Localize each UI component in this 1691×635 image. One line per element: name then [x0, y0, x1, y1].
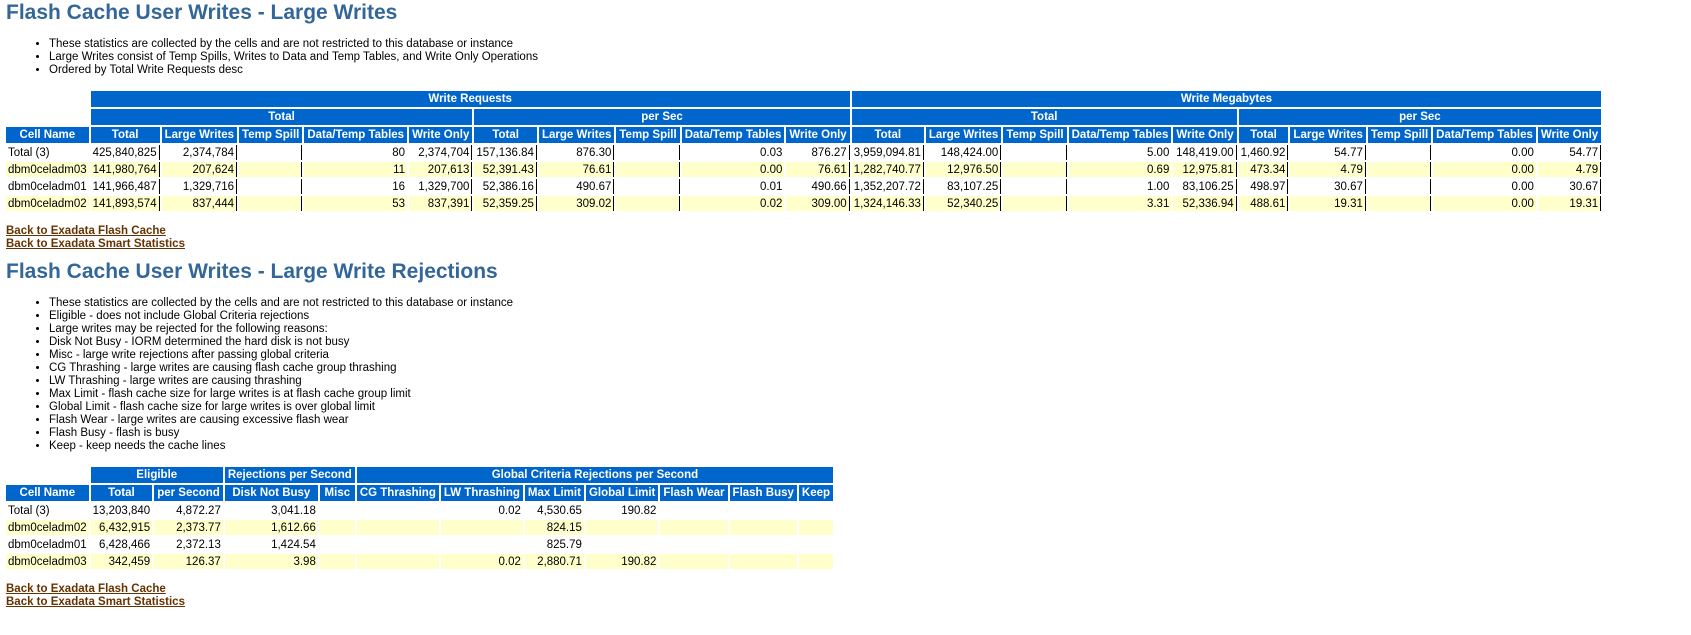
- table-row: [6, 554, 833, 569]
- table-cell: [1003, 196, 1066, 211]
- column-header: Temp Spill: [239, 127, 302, 143]
- table-cell: 876.30: [539, 145, 614, 160]
- table-cell: 1,324,146.33: [852, 196, 924, 211]
- table-cell: [616, 162, 679, 177]
- table-row: [6, 162, 1601, 177]
- column-header: Cell Name: [6, 485, 89, 501]
- note-item: • These statistics are collected by the cells and are not restricted to this database or instance: [49, 297, 1685, 310]
- table-cell: [660, 537, 727, 552]
- note-item: • Misc - large write rejections after passing global criteria: [49, 349, 1685, 362]
- group-header-global-criteria: Global Criteria Rejections per Second: [357, 467, 833, 483]
- group-header-write-megabytes: Write Megabytes: [852, 91, 1601, 107]
- table-cell: 54.77: [1290, 145, 1365, 160]
- table-cell: 76.61: [539, 162, 614, 177]
- table-cell: 190.82: [586, 554, 658, 569]
- table-cell: 309.00: [786, 196, 849, 211]
- table-cell: 19.31: [1538, 196, 1601, 211]
- table-cell: 0.00: [1433, 179, 1536, 194]
- large-writes-notes: [6, 38, 1685, 77]
- table-cell: 83,106.25: [1173, 179, 1236, 194]
- nav-links-2: [6, 583, 1685, 609]
- table-cell: [660, 554, 727, 569]
- table-cell: 11: [304, 162, 407, 177]
- large-writes-table: [4, 89, 1603, 213]
- table-cell: 0.02: [441, 503, 523, 518]
- column-header: LW Thrashing: [441, 485, 523, 501]
- table-cell: 0.00: [1433, 145, 1536, 160]
- table-cell: 1,460.92: [1239, 145, 1289, 160]
- column-header: Temp Spill: [1003, 127, 1066, 143]
- table-cell: [616, 145, 679, 160]
- cell-name: dbm0celadm01: [8, 180, 87, 193]
- note-item: • CG Thrashing - large writes are causing flash cache group thrashing: [49, 362, 1685, 375]
- table-cell: [320, 520, 355, 535]
- note-item: • Global Limit - flash cache size for large writes is over global limit: [49, 401, 1685, 414]
- table-cell: 425,840,825: [91, 145, 160, 160]
- back-to-flash-cache-link[interactable]: Back to Exadata Flash Cache: [6, 225, 166, 237]
- table-cell: 0.00: [1433, 196, 1536, 211]
- section-title-large-writes: Flash Cache User Writes - Large Writes: [6, 1, 398, 24]
- column-header: Keep: [799, 485, 833, 501]
- table-cell: [730, 537, 797, 552]
- table-cell: 488.61: [1239, 196, 1289, 211]
- note-item: • Flash Busy - flash is busy: [49, 427, 1685, 440]
- table-cell: 148,419.00: [1173, 145, 1236, 160]
- column-header: Write Only: [786, 127, 849, 143]
- table-cell: 4,530.65: [525, 503, 584, 518]
- table-cell: 3,959,094.81: [852, 145, 924, 160]
- note-item: • Ordered by Total Write Requests desc: [49, 64, 1685, 77]
- table-cell: 30.67: [1290, 179, 1365, 194]
- table-row: [6, 537, 833, 552]
- column-header: Large Writes: [1290, 127, 1365, 143]
- column-header: Total: [1239, 127, 1289, 143]
- table-cell: 2,374,784: [162, 145, 237, 160]
- column-header: Write Only: [1173, 127, 1236, 143]
- table-cell: 837,444: [162, 196, 237, 211]
- column-header: Misc: [320, 485, 355, 501]
- sub-header-requests-total: Total: [91, 109, 473, 125]
- group-header-eligible: Eligible: [91, 467, 223, 483]
- nav-links-1: [6, 225, 1685, 251]
- table-cell: [660, 503, 727, 518]
- column-header: Data/Temp Tables: [682, 127, 785, 143]
- table-cell: 19.31: [1290, 196, 1365, 211]
- note-item: • Max Limit - flash cache size for large writes is at flash cache group limit: [49, 388, 1685, 401]
- table-cell: 824.15: [525, 520, 584, 535]
- back-to-smart-statistics-link[interactable]: Back to Exadata Smart Statistics: [6, 238, 185, 250]
- back-to-flash-cache-link[interactable]: Back to Exadata Flash Cache: [6, 583, 166, 595]
- table-cell: [320, 503, 355, 518]
- table-cell: 876.27: [786, 145, 849, 160]
- note-item: • Disk Not Busy - IORM determined the hard disk is not busy: [49, 336, 1685, 349]
- table-cell: 12,975.81: [1173, 162, 1236, 177]
- table-cell: 5.00: [1069, 145, 1172, 160]
- table-cell: 0.02: [682, 196, 785, 211]
- column-header: Data/Temp Tables: [1433, 127, 1536, 143]
- table-cell: 148,424.00: [926, 145, 1001, 160]
- table-cell: 4,872.27: [154, 503, 223, 518]
- table-cell: 53: [304, 196, 407, 211]
- column-header: Temp Spill: [1368, 127, 1431, 143]
- table-cell: [586, 537, 658, 552]
- table-row: [6, 196, 1601, 211]
- column-header: Global Limit: [586, 485, 658, 501]
- table-cell: 52,359.25: [474, 196, 537, 211]
- table-cell: 1,329,716: [162, 179, 237, 194]
- table-cell: 0.69: [1069, 162, 1172, 177]
- note-item: • Flash Wear - large writes are causing excessive flash wear: [49, 414, 1685, 427]
- table-cell: 141,893,574: [91, 196, 160, 211]
- table-cell: [799, 520, 833, 535]
- column-header: Max Limit: [525, 485, 584, 501]
- note-item: • Keep - keep needs the cache lines: [49, 440, 1685, 453]
- table-cell: [239, 179, 302, 194]
- table-cell: 490.67: [539, 179, 614, 194]
- table-cell: 141,980,764: [91, 162, 160, 177]
- table-cell: [730, 554, 797, 569]
- table-cell: 0.00: [682, 162, 785, 177]
- table-cell: [660, 520, 727, 535]
- cell-name: Total (3): [6, 503, 89, 518]
- table-cell: [1368, 179, 1431, 194]
- sub-header-requests-per-sec: per Sec: [474, 109, 849, 125]
- column-header: per Second: [154, 485, 223, 501]
- table-cell: 52,336.94: [1173, 196, 1236, 211]
- table-cell: [441, 537, 523, 552]
- table-cell: [799, 503, 833, 518]
- table-cell: [357, 520, 439, 535]
- column-header: Write Only: [409, 127, 472, 143]
- column-header: Total: [474, 127, 537, 143]
- cell-name: dbm0celadm03: [8, 163, 87, 176]
- back-to-smart-statistics-link[interactable]: Back to Exadata Smart Statistics: [6, 596, 185, 608]
- table-cell: [357, 554, 439, 569]
- column-header: Temp Spill: [616, 127, 679, 143]
- cell-name: dbm0celadm02: [8, 521, 87, 534]
- note-item: • Large Writes consist of Temp Spills, Writes to Data and Temp Tables, and Write Only Operations: [49, 51, 1685, 64]
- cell-name: dbm0celadm01: [8, 538, 87, 551]
- table-cell: [1368, 162, 1431, 177]
- table-cell: [616, 196, 679, 211]
- table-row: [6, 520, 833, 535]
- table-row: [6, 145, 1601, 160]
- table-cell: [239, 145, 302, 160]
- table-cell: 3.31: [1069, 196, 1172, 211]
- column-header: Data/Temp Tables: [304, 127, 407, 143]
- table-cell: 207,613: [409, 162, 472, 177]
- table-cell: [239, 196, 302, 211]
- table-cell: 141,966,487: [91, 179, 160, 194]
- cell-name: dbm0celadm03: [8, 555, 87, 568]
- table-cell: [320, 554, 355, 569]
- table-cell: 498.97: [1239, 179, 1289, 194]
- column-header: Cell Name: [6, 127, 89, 143]
- sub-header-megabytes-total: Total: [852, 109, 1237, 125]
- large-write-rejections-table: [4, 465, 835, 571]
- table-cell: 2,374,704: [409, 145, 472, 160]
- table-cell: 490.66: [786, 179, 849, 194]
- table-cell: 1,282,740.77: [852, 162, 924, 177]
- table-cell: [1003, 145, 1066, 160]
- note-item: • These statistics are collected by the cells and are not restricted to this database or instance: [49, 38, 1685, 51]
- table-cell: [1003, 162, 1066, 177]
- table-cell: 157,136.84: [474, 145, 537, 160]
- table-cell: 473.34: [1239, 162, 1289, 177]
- table-cell: [730, 520, 797, 535]
- table-cell: 1,329,700: [409, 179, 472, 194]
- table-cell: 4.79: [1290, 162, 1365, 177]
- table-cell: 837,391: [409, 196, 472, 211]
- column-header: CG Thrashing: [357, 485, 439, 501]
- column-header: Large Writes: [162, 127, 237, 143]
- table-cell: [799, 537, 833, 552]
- column-header: Large Writes: [539, 127, 614, 143]
- table-cell: [730, 503, 797, 518]
- note-item: • Large writes may be rejected for the following reasons:: [49, 323, 1685, 336]
- table-cell: 13,203,840: [92, 504, 151, 517]
- table-cell: 3,041.18: [225, 503, 318, 518]
- table-cell: 52,391.43: [474, 162, 537, 177]
- table-cell: 6,428,466: [91, 537, 153, 552]
- table-cell: 76.61: [786, 162, 849, 177]
- table-cell: [357, 537, 439, 552]
- table-cell: 2,880.71: [525, 554, 584, 569]
- table-cell: [616, 179, 679, 194]
- table-cell: [1003, 179, 1066, 194]
- cell-name: Total (3): [6, 145, 89, 160]
- sub-header-megabytes-per-sec: per Sec: [1239, 109, 1602, 125]
- cell-name: dbm0celadm02: [8, 197, 87, 210]
- column-header: Write Only: [1538, 127, 1601, 143]
- table-cell: [357, 503, 439, 518]
- table-cell: 1,352,207.72: [852, 179, 924, 194]
- column-header: Flash Busy: [730, 485, 797, 501]
- table-cell: [441, 520, 523, 535]
- table-cell: [1368, 196, 1431, 211]
- table-cell: 825.79: [525, 537, 584, 552]
- table-cell: 2,373.77: [154, 520, 223, 535]
- section-title-large-write-rejections: Flash Cache User Writes - Large Write Rejections: [6, 260, 498, 283]
- table-cell: 1.00: [1069, 179, 1172, 194]
- table-row: [6, 179, 1601, 194]
- table-cell: 342,459: [91, 554, 153, 569]
- table-cell: 54.77: [1538, 145, 1601, 160]
- table-cell: 0.00: [1433, 162, 1536, 177]
- table-cell: 83,107.25: [926, 179, 1001, 194]
- table-cell: 0.02: [441, 554, 523, 569]
- table-cell: 2,372.13: [154, 537, 223, 552]
- table-cell: [586, 520, 658, 535]
- rejections-notes: [6, 297, 1685, 453]
- column-header: Total: [852, 127, 924, 143]
- group-header-write-requests: Write Requests: [91, 91, 850, 107]
- table-row: [6, 503, 833, 518]
- note-item: • Eligible - does not include Global Criteria rejections: [49, 310, 1685, 323]
- table-cell: 0.01: [682, 179, 785, 194]
- table-cell: [239, 162, 302, 177]
- table-cell: 80: [304, 145, 407, 160]
- table-cell: 126.37: [154, 554, 223, 569]
- table-cell: 3.98: [225, 554, 318, 569]
- table-cell: 0.03: [682, 145, 785, 160]
- table-cell: 6,432,915: [91, 520, 153, 535]
- table-cell: [1368, 145, 1431, 160]
- table-cell: [320, 537, 355, 552]
- table-cell: 1,612.66: [225, 520, 318, 535]
- table-cell: 190.82: [586, 503, 658, 518]
- table-cell: 207,624: [162, 162, 237, 177]
- column-header: Large Writes: [926, 127, 1001, 143]
- table-cell: 309.02: [539, 196, 614, 211]
- table-cell: 52,340.25: [926, 196, 1001, 211]
- table-cell: 30.67: [1538, 179, 1601, 194]
- table-cell: 12,976.50: [926, 162, 1001, 177]
- table-cell: 4.79: [1538, 162, 1601, 177]
- table-cell: [799, 554, 833, 569]
- column-header: Total: [91, 485, 153, 501]
- table-cell: 16: [304, 179, 407, 194]
- note-item: • LW Thrashing - large writes are causing thrashing: [49, 375, 1685, 388]
- column-header: Data/Temp Tables: [1069, 127, 1172, 143]
- table-cell: 1,424.54: [225, 537, 318, 552]
- table-cell: 52,386.16: [474, 179, 537, 194]
- column-header: Flash Wear: [660, 485, 727, 501]
- column-header: Disk Not Busy: [225, 485, 318, 501]
- column-header: Total: [91, 127, 160, 143]
- group-header-rejections-per-second: Rejections per Second: [225, 467, 355, 483]
